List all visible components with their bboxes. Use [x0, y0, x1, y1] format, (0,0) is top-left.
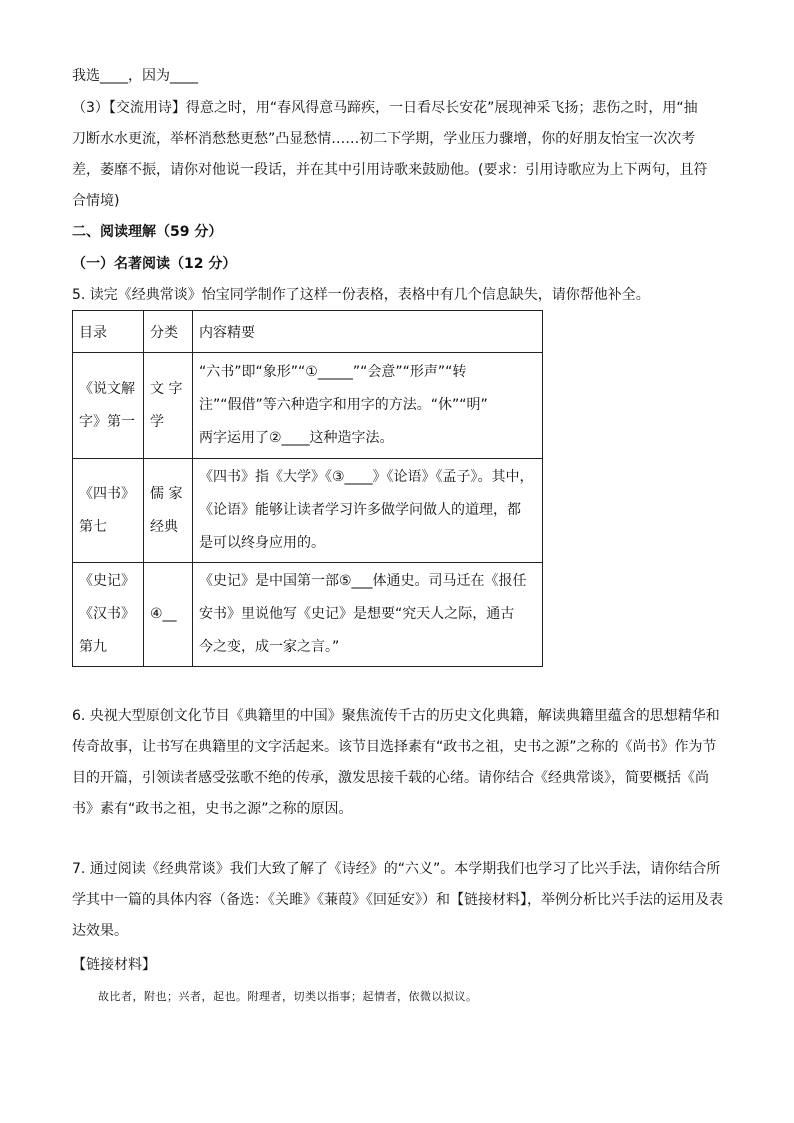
header-dir: 目录 [73, 311, 144, 353]
header-cat: 分类 [144, 311, 193, 353]
table-row [73, 563, 543, 667]
q4-3-line-1: （3）【交流用诗】得意之时，用“春风得意马蹄疾，一日看尽长安花”展现神采飞扬；悲伤之时，用“抽 [72, 100, 698, 116]
cell-content: 《四书》指《大学》《③____》《论语》《孟子》。其中， 《论语》能够让读者学习许多做学问做人的道理，都 是可以终身应用的。 [193, 459, 543, 563]
cell-cat: 儒 家 经典 [144, 459, 193, 563]
link-material-text: 故比者，附也；兴者，起也。附理者，切类以指事；起情者，依微以拟议。 [98, 990, 478, 1003]
table-header-row [73, 311, 543, 353]
q5-prompt: 5. 读完《经典常谈》怡宝同学制作了这样一份表格，表格中有几个信息缺失，请你帮他补全。 [72, 287, 650, 303]
q6-prompt: 6. 央视大型原创文化节目《典籍里的中国》聚焦流传千古的历史文化典籍，解读典籍里蕴含的思想精华和传奇故事，让书写在典籍里的文字活起来。该节目选择素有“政书之祖，史书之源”之称的《尚书》作为节目的开篇，引领读者感受弦歌不绝的传承，激发思接千载的心绪。请你结合《经典常谈》，简要概括《尚书》素有“政书之祖，史书之源”之称的原因。 [72, 708, 720, 817]
q4-answer-line: 我选____，因为____ [72, 68, 198, 84]
cell-dir: 《说文解 字》第一 [73, 353, 144, 459]
cell-dir: 《史记》 《汉书》 第九 [73, 563, 144, 667]
info-table [72, 310, 543, 667]
header-content: 内容精要 [193, 311, 543, 353]
cell-cat: ④__ [144, 563, 193, 667]
q7-prompt: 7. 通过阅读《经典常谈》我们大致了解了《诗经》的“六义”。本学期我们也学习了比兴手法，请你结合所学其中一篇的具体内容（备选：《关雎》《蒹葭》《回延安》）和【链接材料】，举例分析比兴手法的运用及表达效果。 [72, 861, 723, 939]
q4-3-line-2: 刀断水水更流，举杯消愁愁更愁”凸显愁情……初二下学期，学业压力骤增，你的好朋友怡宝一次次考 [72, 131, 696, 147]
cell-content: “六书”即“象形”“①_____”“会意”“形声”“转 注”“假借”等六种造字和用字的方法。“休”“明” 两字运用了②____这种造字法。 [193, 353, 543, 459]
table-row [73, 459, 543, 563]
cell-dir: 《四书》 第七 [73, 459, 144, 563]
cell-cat: 文 字 学 [144, 353, 193, 459]
q4-3-line-4: 合情境) [72, 193, 120, 209]
section-2-heading: 二、阅读理解（59 分） [72, 224, 223, 240]
link-material-title: 【链接材料】 [72, 957, 156, 973]
q4-3-line-3: 差，萎靡不振，请你对他说一段话，并在其中引用诗歌来鼓励他。(要求：引用诗歌应为上下两句，且符 [72, 162, 708, 178]
table-row [73, 353, 543, 459]
section-2-1-heading: （一）名著阅读（12 分） [72, 256, 237, 272]
cell-content: 《史记》是中国第一部⑤___体通史。司马迁在《报任 安书》里说他写《史记》是想要“究天人之际，通古 今之变，成一家之言。” [193, 563, 543, 667]
